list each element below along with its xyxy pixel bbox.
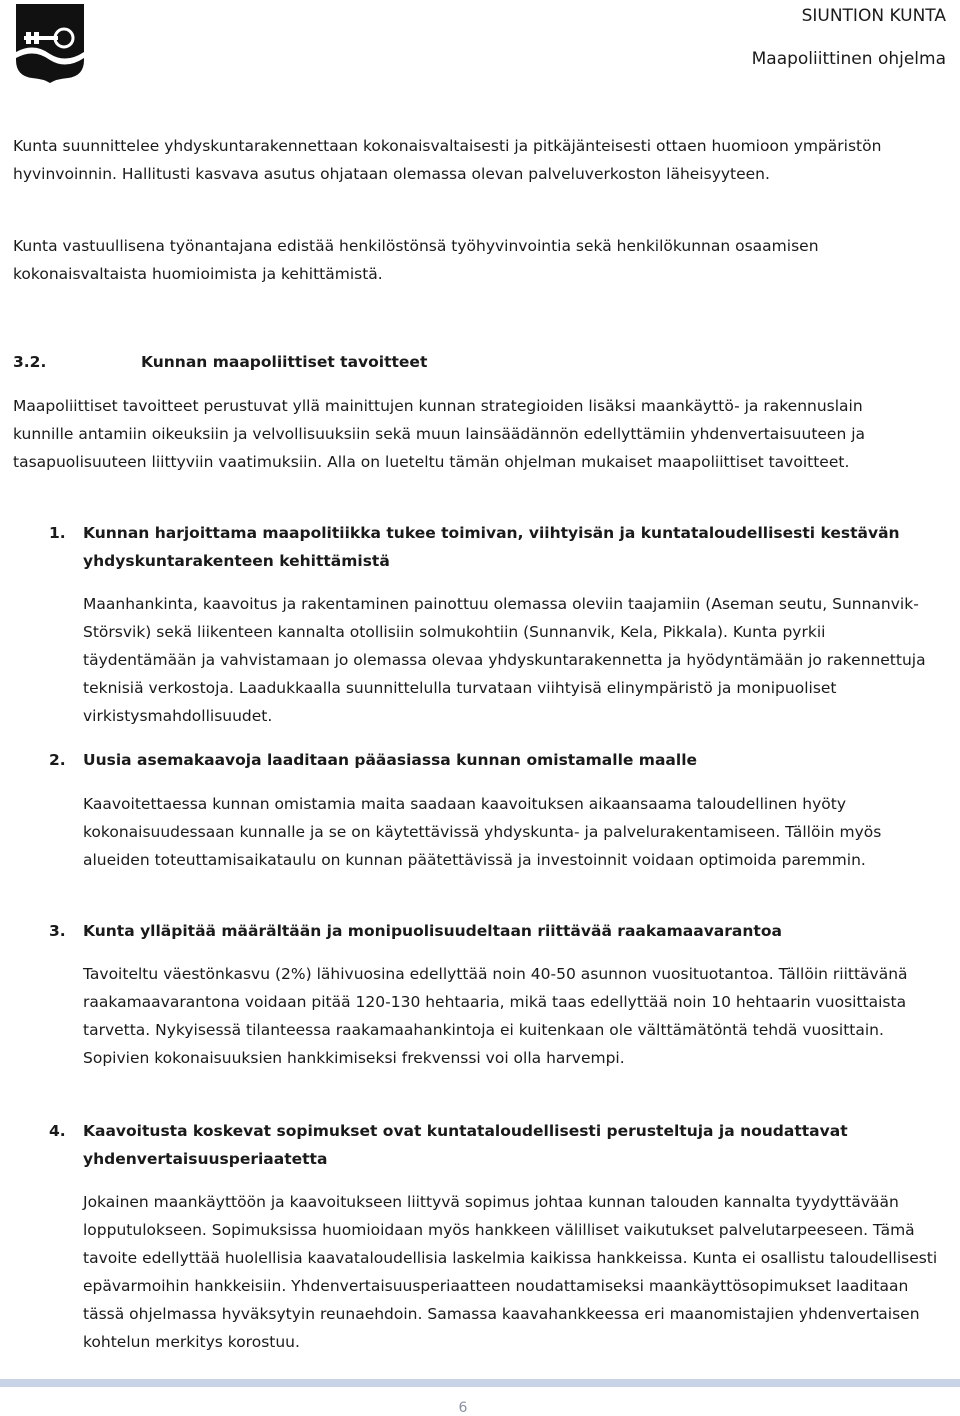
item-number: 4. xyxy=(49,1122,66,1140)
item-body: Tavoiteltu väestönkasvu (2%) lähivuosina edellyttää noin 40-50 asunnon vuosituotantoa. Tällöin riittävänä raakamaavarantona voidaan pitää 120-130 hehtaaria, mikä taas edellyttää noin 10 hehtaarin vuosittaista tarvetta. Nykyisessä tilanteessa raakamaahankintoja ei kuitenkaan ole välttämätöntä tehdä vuosittain. Sopivien kokonaisuuksien hankkimiseksi frekvenssi voi olla harvempi. xyxy=(83,965,908,1067)
coat-of-arms-logo xyxy=(14,2,86,84)
section-number: 3.2. xyxy=(13,353,47,371)
item-title: Kaavoitusta koskevat sopimukset ovat kuntataloudellisesti perusteltuja ja noudattavat yhdenvertaisuusperiaatetta xyxy=(83,1122,848,1168)
item-title: Kunta ylläpitää määrältään ja monipuolisuudeltaan riittävää raakamaavarantoa xyxy=(83,922,782,940)
item-number: 2. xyxy=(49,751,66,769)
item-number: 1. xyxy=(49,524,66,542)
document-title: Maapoliittinen ohjelma xyxy=(751,49,946,69)
item-number: 3. xyxy=(49,922,66,940)
organization-name: SIUNTION KUNTA xyxy=(801,6,946,26)
section-intro: Maapoliittiset tavoitteet perustuvat yllä mainittujen kunnan strategioiden lisäksi maankäyttö- ja rakennuslain kunnille antamiin oikeuksiin ja velvollisuuksiin sekä muun lainsäädännön edellyttämiin yhdenvertaisuuteen ja tasapuolisuuteen liittyviin vaatimuksiin. Alla on lueteltu tämän ohjelman mukaiset maapoliittiset tavoitteet. xyxy=(13,397,866,471)
intro-paragraph: Kunta vastuullisena työnantajana edistää henkilöstönsä työhyvinvointia sekä henkilökunnan osaamisen kokonaisvaltaista huomioimista ja kehittämistä. xyxy=(13,237,819,283)
section-heading xyxy=(13,348,427,376)
intro-paragraph: Kunta suunnittelee yhdyskuntarakennettaan kokonaisvaltaisesti ja pitkäjänteisesti ottaen huomioon ympäristön hyvinvoinnin. Hallitusti kasvava asutus ohjataan olemassa olevan palveluverkoston läheisyyteen. xyxy=(13,137,882,183)
footer-divider xyxy=(0,1379,960,1387)
key-crest-icon xyxy=(14,2,86,84)
item-body: Jokainen maankäyttöön ja kaavoitukseen liittyvä sopimus johtaa kunnan talouden kannalta tyydyttävään lopputulokseen. Sopimuksissa huomioidaan myös hankkeen välilliset vaikutukset palvelutarpeeseen. Tämä tavoite edellyttää huolellisia kaavataloudellisia laskelmia kaikissa hankkeissa. Kunta ei osallistu taloudellisesti epävarmoihin hankkeisiin. Yhdenvertaisuusperiaatteen noudattamiseksi maankäyttösopimukset laaditaan tässä ohjelmassa hyväksytyin reunaehdoin. Samassa kaavahankkeessa eri maanomistajien yhdenvertaisen kohtelun merkitys korostuu. xyxy=(83,1193,938,1351)
item-title: Kunnan harjoittama maapolitiikka tukee toimivan, viihtyisän ja kuntataloudellisesti kestävän yhdyskuntarakenteen kehittämistä xyxy=(83,524,900,570)
section-title: Kunnan maapoliittiset tavoitteet xyxy=(141,353,428,371)
item-body: Maanhankinta, kaavoitus ja rakentaminen painottuu olemassa oleviin taajamiin (Aseman seutu, Sunnanvik-Störsvik) sekä liikenteen kannalta otollisiin solmukohtiin (Sunnanvik, Kela, Pikkala). Kunta pyrkii täydentämään ja vahvistamaan jo olemassa olevaa yhdyskuntarakennetta ja hyödyntämään jo rakennettuja teknisiä verkostoja. Laadukkaalla suunnittelulla turvataan viihtyisä elinympäristö ja monipuoliset virkistysmahdollisuudet. xyxy=(83,595,926,725)
item-title: Uusia asemakaavoja laaditaan pääasiassa kunnan omistamalle maalle xyxy=(83,751,698,769)
page-number: 6 xyxy=(458,1400,468,1416)
item-body: Kaavoitettaessa kunnan omistamia maita saadaan kaavoituksen aikaansaama taloudellinen hyöty kokonaisuudessaan kunnalle ja se on käytettävissä yhdyskunta- ja palvelurakentamiseen. Tällöin myös alueiden toteuttamisaikataulu on kunnan päätettävissä ja investoinnit voidaan optimoida paremmin. xyxy=(83,795,882,869)
